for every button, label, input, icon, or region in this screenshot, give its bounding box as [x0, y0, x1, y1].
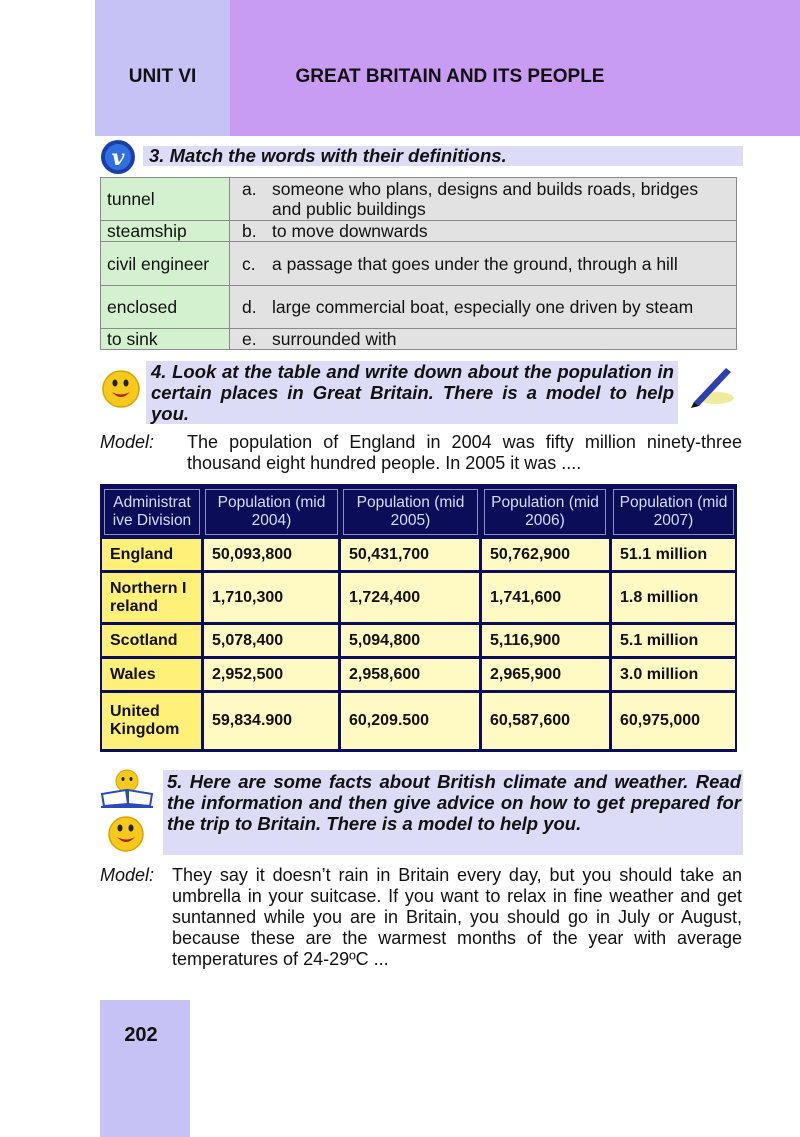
table-row: [101, 221, 737, 242]
row-division: England: [102, 539, 201, 570]
task4-title: 4. Look at the table and write down about the population in certain places in Great Britain. There is a model to help you.: [151, 361, 674, 424]
table-cell: 50,762,900: [482, 539, 609, 570]
reading-book-icon: [100, 768, 154, 808]
table-cell: 2,958,600: [341, 659, 479, 690]
match-word: to sink: [101, 329, 230, 350]
smiley-icon: [100, 368, 142, 410]
table-cell: 1,724,400: [341, 573, 479, 622]
table-cell: 50,093,800: [204, 539, 338, 570]
svg-text:v: v: [111, 145, 125, 171]
match-definition: d. large commercial boat, especially one driven by steam: [230, 286, 737, 329]
table-cell: 5.1 million: [612, 625, 735, 656]
table-cell: 3.0 million: [612, 659, 735, 690]
table-cell: 51.1 million: [612, 539, 735, 570]
table-row: [101, 329, 737, 350]
task5-title: 5. Here are some facts about British climate and weather. Read the information and then give advice on how to get prepared for the trip to Britain. There is a model to help you.: [167, 771, 741, 834]
task3-title: 3. Match the words with their definitions.: [149, 145, 507, 166]
match-definition: a. someone who plans, designs and builds roads, bridges and public buildings: [230, 178, 737, 221]
row-division: Northern I reland: [102, 573, 201, 622]
page-number-panel: [100, 1000, 190, 1137]
page-number: 202: [124, 1024, 158, 1046]
match-definition: c. a passage that goes under the ground, through a hill: [230, 242, 737, 286]
table-cell: 60,587,600: [482, 693, 609, 749]
model-label: Model:: [100, 432, 155, 452]
table-cell: 60,209.500: [341, 693, 479, 749]
table-cell: 50,431,700: [341, 539, 479, 570]
match-word: enclosed: [101, 286, 230, 329]
task5-model: [100, 865, 742, 975]
match-table: [100, 177, 737, 350]
table-cell: 5,116,900: [482, 625, 609, 656]
row-division: Wales: [102, 659, 201, 690]
column-header: Population (mid 2007): [613, 489, 734, 535]
table-cell: 5,078,400: [204, 625, 338, 656]
table-row: [101, 178, 737, 221]
smiley-icon: [106, 814, 146, 854]
task5-title-bar: [163, 770, 743, 855]
row-division: Scotland: [102, 625, 201, 656]
model-text: They say it doesn’t rain in Britain every day, but you should take an umbrella in your suitcase. If you want to relax in fine weather and get suntanned while you are in Britain, you should go in July or August, because these are the warmest months of the year with average temperatures of 24-29ºC ...: [172, 865, 742, 969]
table-cell: 5,094,800: [341, 625, 479, 656]
table-row: [101, 242, 737, 286]
column-header: Population (mid 2004): [205, 489, 338, 535]
table-cell: 1.8 million: [612, 573, 735, 622]
column-header: Population (mid 2005): [343, 489, 478, 535]
pen-writing-icon: [686, 362, 738, 408]
match-word: civil engineer: [101, 242, 230, 286]
task3-title-bar: [143, 146, 743, 166]
match-definition: b. to move downwards: [230, 221, 737, 242]
table-row: [101, 286, 737, 329]
column-header: Population (mid 2006): [484, 489, 606, 535]
match-word: steamship: [101, 221, 230, 242]
table-cell: 59,834.900: [204, 693, 338, 749]
match-word: tunnel: [101, 178, 230, 221]
population-table: [100, 484, 737, 752]
model-label: Model:: [100, 865, 155, 885]
table-cell: 2,952,500: [204, 659, 338, 690]
unit-label: UNIT VI: [128, 66, 197, 87]
match-definition: e. surrounded with: [230, 329, 737, 350]
table-cell: 1,741,600: [482, 573, 609, 622]
unit-title: GREAT BRITAIN AND ITS PEOPLE: [295, 66, 605, 87]
model-text: The population of England in 2004 was fifty million ninety-three thousand eight hundred people. In 2005 it was ....: [187, 432, 742, 473]
task4-model: [100, 432, 740, 476]
task4-title-bar: [146, 361, 678, 424]
vocabulary-v-icon: [100, 139, 136, 175]
row-division: United Kingdom: [102, 693, 201, 749]
column-header: Administrat ive Division: [104, 489, 200, 535]
table-cell: 60,975,000: [612, 693, 735, 749]
table-cell: 1,710,300: [204, 573, 338, 622]
table-cell: 2,965,900: [482, 659, 609, 690]
